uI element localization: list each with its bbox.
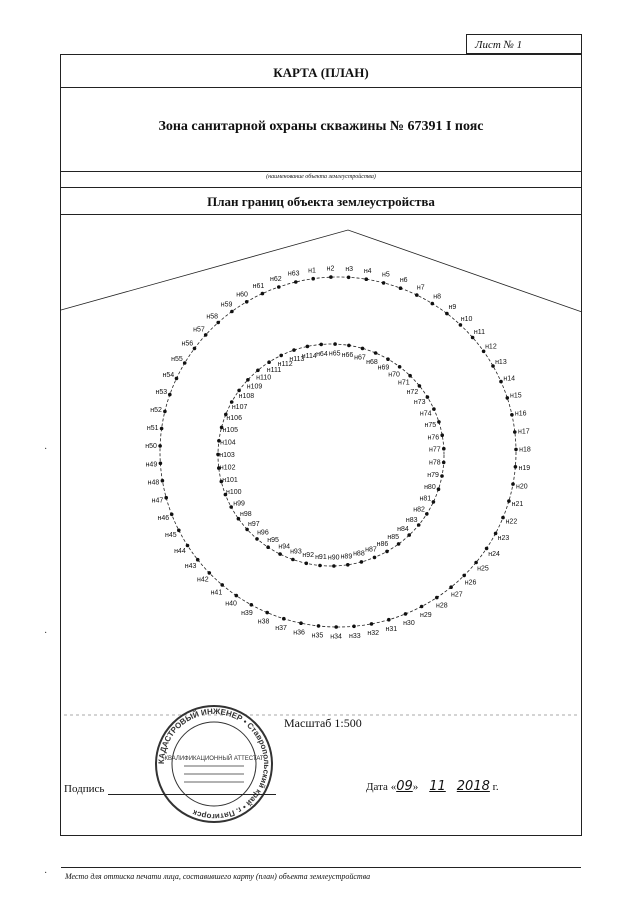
boundary-point-marker	[506, 396, 510, 400]
boundary-point-label: н98	[239, 511, 252, 518]
boundary-point-marker	[277, 285, 281, 289]
boundary-point-label: н104	[220, 439, 236, 447]
boundary-point-marker	[387, 618, 391, 622]
boundary-point-label: н74	[419, 410, 432, 418]
boundary-point-marker	[318, 564, 322, 568]
boundary-point-marker	[329, 275, 333, 279]
boundary-point-label: н43	[184, 562, 197, 570]
boundary-point-label: н13	[495, 359, 507, 367]
outer-boundary	[160, 277, 516, 627]
sheet-number: Лист № 1	[466, 34, 582, 54]
boundary-point-label: н41	[210, 589, 223, 597]
boundary-point-marker	[294, 280, 298, 284]
boundary-point-marker	[347, 276, 351, 280]
boundary-point-marker	[291, 558, 295, 562]
signature-label: Подпись	[64, 783, 105, 795]
footer-note: Место для оттиска печати лица, составившего карту (план) объекта землеустройства	[61, 867, 581, 885]
scale-label: Масштаб 1:500	[284, 716, 362, 730]
margin-mark: ·	[44, 628, 48, 639]
boundary-point-label: н47	[151, 497, 164, 505]
boundary-point-label: н103	[219, 452, 235, 459]
boundary-point-label: н49	[145, 461, 158, 469]
boundary-point-label: н93	[290, 548, 302, 556]
boundary-point-label: н99	[233, 500, 245, 508]
boundary-point-label: н73	[413, 399, 426, 407]
boundary-point-label: н14	[503, 375, 516, 383]
boundary-point-label: н32	[367, 630, 380, 638]
boundary-point-marker	[385, 550, 389, 554]
boundary-point-marker	[514, 465, 518, 469]
boundary-point-label: н59	[220, 301, 233, 309]
boundary-point-label: н48	[147, 479, 160, 487]
date-year: 2018	[456, 779, 490, 794]
boundary-point-label: н94	[278, 543, 291, 551]
boundary-point-label: н5	[382, 271, 390, 279]
boundary-point-label: н105	[222, 427, 239, 435]
boundary-point-marker	[163, 410, 167, 414]
svg-text:КАДАСТРОВЫЙ ИНЖЕНЕР • Ставропо: КАДАСТРОВЫЙ ИНЖЕНЕР • Ставропольский край • г. Пятигорск	[156, 706, 272, 822]
object-caption: (наименование объекта землеустройства)	[61, 171, 581, 186]
boundary-point-marker	[266, 545, 270, 549]
boundary-point-marker	[431, 302, 435, 306]
boundary-point-marker	[305, 562, 309, 566]
boundary-point-marker	[159, 462, 163, 466]
boundary-point-label: н83	[405, 516, 418, 524]
boundary-point-label: н58	[206, 313, 219, 321]
boundary-point-marker	[499, 380, 503, 384]
boundary-point-label: н19	[518, 465, 531, 473]
boundary-point-marker	[306, 345, 310, 349]
boundary-point-label: н23	[497, 535, 510, 543]
boundary-point-marker	[418, 384, 422, 388]
object-name: Зона санитарной охраны скважины № 67391 I пояс	[158, 119, 484, 134]
boundary-point-label: н24	[488, 550, 500, 558]
boundary-point-label: н84	[397, 526, 409, 534]
stamp-seal	[150, 700, 278, 828]
boundary-point-label: н106	[226, 415, 242, 423]
boundary-point-label: н44	[174, 547, 186, 555]
boundary-point-marker	[230, 310, 234, 314]
margin-mark: ·	[44, 444, 48, 455]
boundary-point-marker	[501, 516, 505, 520]
boundary-point-label: н80	[424, 483, 436, 491]
boundary-point-marker	[442, 447, 446, 451]
boundary-point-marker	[432, 500, 436, 504]
boundary-point-label: н107	[231, 403, 248, 411]
boundary-point-label: н26	[464, 579, 477, 587]
boundary-point-marker	[404, 612, 408, 616]
boundary-point-label: н82	[413, 506, 425, 514]
boundary-point-marker	[317, 624, 321, 628]
boundary-point-label: н86	[376, 541, 389, 549]
signature-line	[108, 794, 276, 795]
boundary-point-marker	[513, 430, 517, 434]
boundary-point-marker	[397, 542, 401, 546]
boundary-point-label: н69	[377, 364, 390, 372]
boundary-point-marker	[361, 347, 365, 351]
boundary-point-marker	[160, 427, 164, 431]
boundary-point-label: н9	[448, 303, 457, 311]
margin-mark: ·	[44, 868, 48, 879]
boundary-point-label: н1	[308, 267, 316, 275]
boundary-point-marker	[374, 351, 378, 355]
boundary-point-label: н50	[145, 443, 157, 451]
boundary-point-marker	[216, 321, 220, 325]
boundary-point-label: н15	[509, 392, 522, 400]
boundary-point-marker	[246, 378, 250, 382]
boundary-point-marker	[311, 277, 315, 281]
boundary-point-label: н62	[269, 276, 282, 283]
boundary-point-label: н88	[353, 550, 365, 558]
boundary-point-marker	[256, 369, 260, 373]
boundary-point-label: н61	[252, 282, 265, 290]
boundary-point-marker	[175, 377, 179, 381]
boundary-point-label: н57	[193, 326, 205, 334]
boundary-point-label: н3	[345, 265, 354, 273]
boundary-point-marker	[474, 561, 478, 565]
boundary-point-marker	[161, 479, 165, 483]
boundary-point-label: н111	[266, 367, 282, 375]
boundary-point-marker	[437, 420, 441, 424]
boundary-point-label: н6	[399, 277, 408, 285]
boundary-point-label: н22	[505, 518, 518, 526]
boundary-point-label: н2	[326, 265, 335, 273]
boundary-point-label: н56	[181, 340, 194, 348]
boundary-point-marker	[164, 496, 168, 500]
boundary-point-label: н109	[246, 383, 263, 391]
boundary-point-label: н11	[473, 329, 485, 337]
boundary-point-label: н20	[515, 483, 528, 491]
boundary-point-marker	[514, 448, 518, 452]
boundary-point-marker	[440, 474, 444, 478]
boundary-point-label: н68	[366, 358, 378, 366]
boundary-point-label: н114	[301, 352, 317, 360]
boundary-point-label: н87	[365, 546, 377, 554]
boundary-point-marker	[237, 389, 241, 393]
boundary-point-marker	[365, 277, 369, 281]
boundary-point-marker	[278, 552, 282, 556]
boundary-point-label: н52	[150, 406, 162, 414]
boundary-point-marker	[196, 558, 200, 562]
boundary-point-marker	[370, 622, 374, 626]
date-row: Дата «09» 11 2018 г.	[366, 779, 499, 794]
boundary-point-label: н40	[225, 600, 237, 608]
boundary-point-label: н16	[514, 410, 527, 418]
boundary-point-label: н96	[257, 529, 269, 537]
boundary-point-label: н37	[275, 624, 287, 632]
boundary-point-label: н31	[385, 625, 398, 633]
boundary-point-label: н66	[341, 351, 354, 359]
boundary-point-label: н53	[155, 389, 168, 397]
boundary-point-label: н46	[157, 515, 170, 522]
boundary-point-label: н28	[435, 602, 448, 610]
boundary-point-label: н36	[293, 629, 305, 637]
svg-text:КВАЛИФИКАЦИОННЫЙ АТТЕСТАТ: КВАЛИФИКАЦИОННЫЙ АТТЕСТАТ	[164, 756, 264, 762]
boundary-point-marker	[346, 563, 350, 567]
boundary-point-marker	[507, 499, 511, 503]
boundary-point-label: н18	[519, 446, 531, 454]
boundary-point-label: н8	[433, 293, 441, 301]
boundary-point-marker	[282, 617, 286, 621]
boundary-point-marker	[435, 596, 439, 600]
boundary-point-label: н79	[427, 471, 439, 479]
boundary-point-marker	[220, 583, 224, 587]
boundary-point-marker	[459, 323, 463, 327]
boundary-point-marker	[471, 336, 475, 340]
boundary-point-marker	[204, 333, 208, 337]
boundary-point-marker	[193, 347, 197, 351]
boundary-point-marker	[347, 344, 351, 348]
boundary-point-label: н65	[328, 350, 341, 358]
boundary-point-marker	[265, 611, 269, 615]
boundary-point-marker	[279, 354, 283, 358]
boundary-point-label: н45	[164, 531, 177, 539]
boundary-point-label: н76	[427, 434, 440, 442]
boundary-point-marker	[382, 281, 386, 285]
boundary-point-marker	[426, 395, 430, 399]
boundary-point-label: н91	[315, 554, 327, 561]
boundary-point-marker	[334, 625, 338, 629]
boundary-point-label: н95	[267, 537, 279, 545]
boundary-point-marker	[440, 433, 444, 437]
boundary-point-marker	[386, 357, 390, 361]
boundary-point-label: н110	[256, 374, 272, 382]
boundary-point-label: н21	[511, 501, 524, 509]
boundary-point-marker	[445, 312, 449, 316]
boundary-point-label: н89	[340, 553, 353, 561]
boundary-point-marker	[407, 533, 411, 537]
boundary-point-label: н71	[397, 379, 410, 387]
boundary-point-marker	[158, 444, 162, 448]
boundary-point-marker	[267, 360, 271, 364]
boundary-point-label: н92	[302, 552, 315, 559]
boundary-point-marker	[250, 603, 254, 607]
boundary-point-label: н78	[428, 459, 441, 467]
boundary-point-label: н81	[419, 495, 432, 503]
boundary-point-marker	[245, 528, 249, 532]
boundary-point-label: н4	[363, 267, 372, 275]
document-title: КАРТА (ПЛАН)	[61, 55, 581, 88]
boundary-point-label: н27	[450, 591, 463, 599]
boundary-point-marker	[168, 393, 172, 397]
boundary-point-label: н67	[354, 354, 366, 362]
boundary-point-marker	[462, 574, 466, 578]
boundary-point-marker	[319, 343, 323, 347]
plan-title: План границ объекта землеустройства	[61, 187, 581, 215]
boundary-point-marker	[449, 585, 453, 589]
boundary-point-marker	[333, 342, 337, 346]
boundary-point-label: н12	[485, 343, 497, 351]
date-month: 11	[429, 779, 446, 794]
boundary-point-marker	[352, 625, 356, 629]
boundary-point-label: н90	[327, 554, 340, 562]
boundary-point-label: н34	[330, 633, 342, 641]
boundary-point-label: н30	[403, 619, 415, 627]
boundary-point-marker	[442, 461, 446, 465]
boundary-point-label: н77	[428, 446, 441, 454]
boundary-point-label: н25	[477, 565, 489, 573]
boundary-point-label: н10	[460, 315, 473, 323]
boundary-point-label: н113	[289, 356, 305, 364]
boundary-point-label: н72	[406, 389, 419, 396]
boundary-point-marker	[235, 594, 239, 598]
boundary-point-marker	[208, 571, 212, 575]
boundary-point-marker	[255, 537, 259, 541]
boundary-point-marker	[511, 482, 515, 486]
boundary-point-marker	[360, 560, 364, 564]
boundary-point-marker	[373, 556, 377, 560]
boundary-point-label: н70	[388, 371, 400, 379]
boundary-point-marker	[437, 487, 441, 491]
boundary-point-label: н39	[241, 610, 253, 618]
boundary-point-label: н64	[316, 350, 328, 358]
boundary-point-marker	[245, 300, 249, 304]
roof-outline	[61, 230, 582, 312]
boundary-point-marker	[415, 293, 419, 297]
boundary-point-label: н85	[387, 534, 400, 542]
date-suffix: г.	[492, 781, 499, 793]
boundary-point-marker	[510, 413, 514, 417]
boundary-point-label: н101	[222, 476, 238, 484]
boundary-point-marker	[177, 529, 181, 533]
boundary-point-marker	[261, 292, 265, 296]
boundary-point-label: н97	[247, 520, 260, 528]
boundary-point-label: н112	[277, 361, 293, 368]
boundary-point-label: н29	[419, 612, 432, 619]
boundary-point-label: н100	[226, 488, 242, 496]
date-day: 09	[396, 779, 413, 794]
boundary-point-label: н38	[257, 618, 270, 626]
boundary-point-label: н51	[146, 424, 159, 432]
boundary-point-label: н33	[348, 632, 361, 640]
boundary-point-label: н54	[162, 372, 175, 380]
boundary-point-marker	[425, 512, 429, 516]
boundary-point-marker	[420, 605, 424, 609]
boundary-point-label: н35	[311, 632, 324, 640]
boundary-point-label: н102	[219, 464, 236, 472]
boundary-point-marker	[332, 564, 336, 568]
boundary-point-label: н17	[517, 428, 530, 436]
boundary-point-label: н7	[416, 284, 425, 292]
boundary-point-label: н75	[424, 422, 437, 430]
boundary-point-marker	[398, 365, 402, 369]
boundary-point-marker	[299, 621, 303, 625]
boundary-point-label: н42	[196, 576, 209, 584]
boundary-point-label: н55	[171, 355, 183, 363]
boundary-point-label: н60	[236, 291, 248, 299]
boundary-point-marker	[408, 374, 412, 378]
boundary-point-marker	[183, 361, 187, 365]
boundary-point-label: н63	[287, 270, 300, 278]
boundary-point-marker	[170, 513, 174, 517]
boundary-point-marker	[292, 348, 296, 352]
boundary-point-marker	[399, 286, 403, 290]
boundary-point-marker	[432, 407, 436, 411]
date-label: Дата	[366, 781, 388, 793]
boundary-point-label: н108	[238, 393, 255, 401]
boundary-point-marker	[186, 544, 190, 548]
boundary-point-marker	[485, 547, 489, 551]
